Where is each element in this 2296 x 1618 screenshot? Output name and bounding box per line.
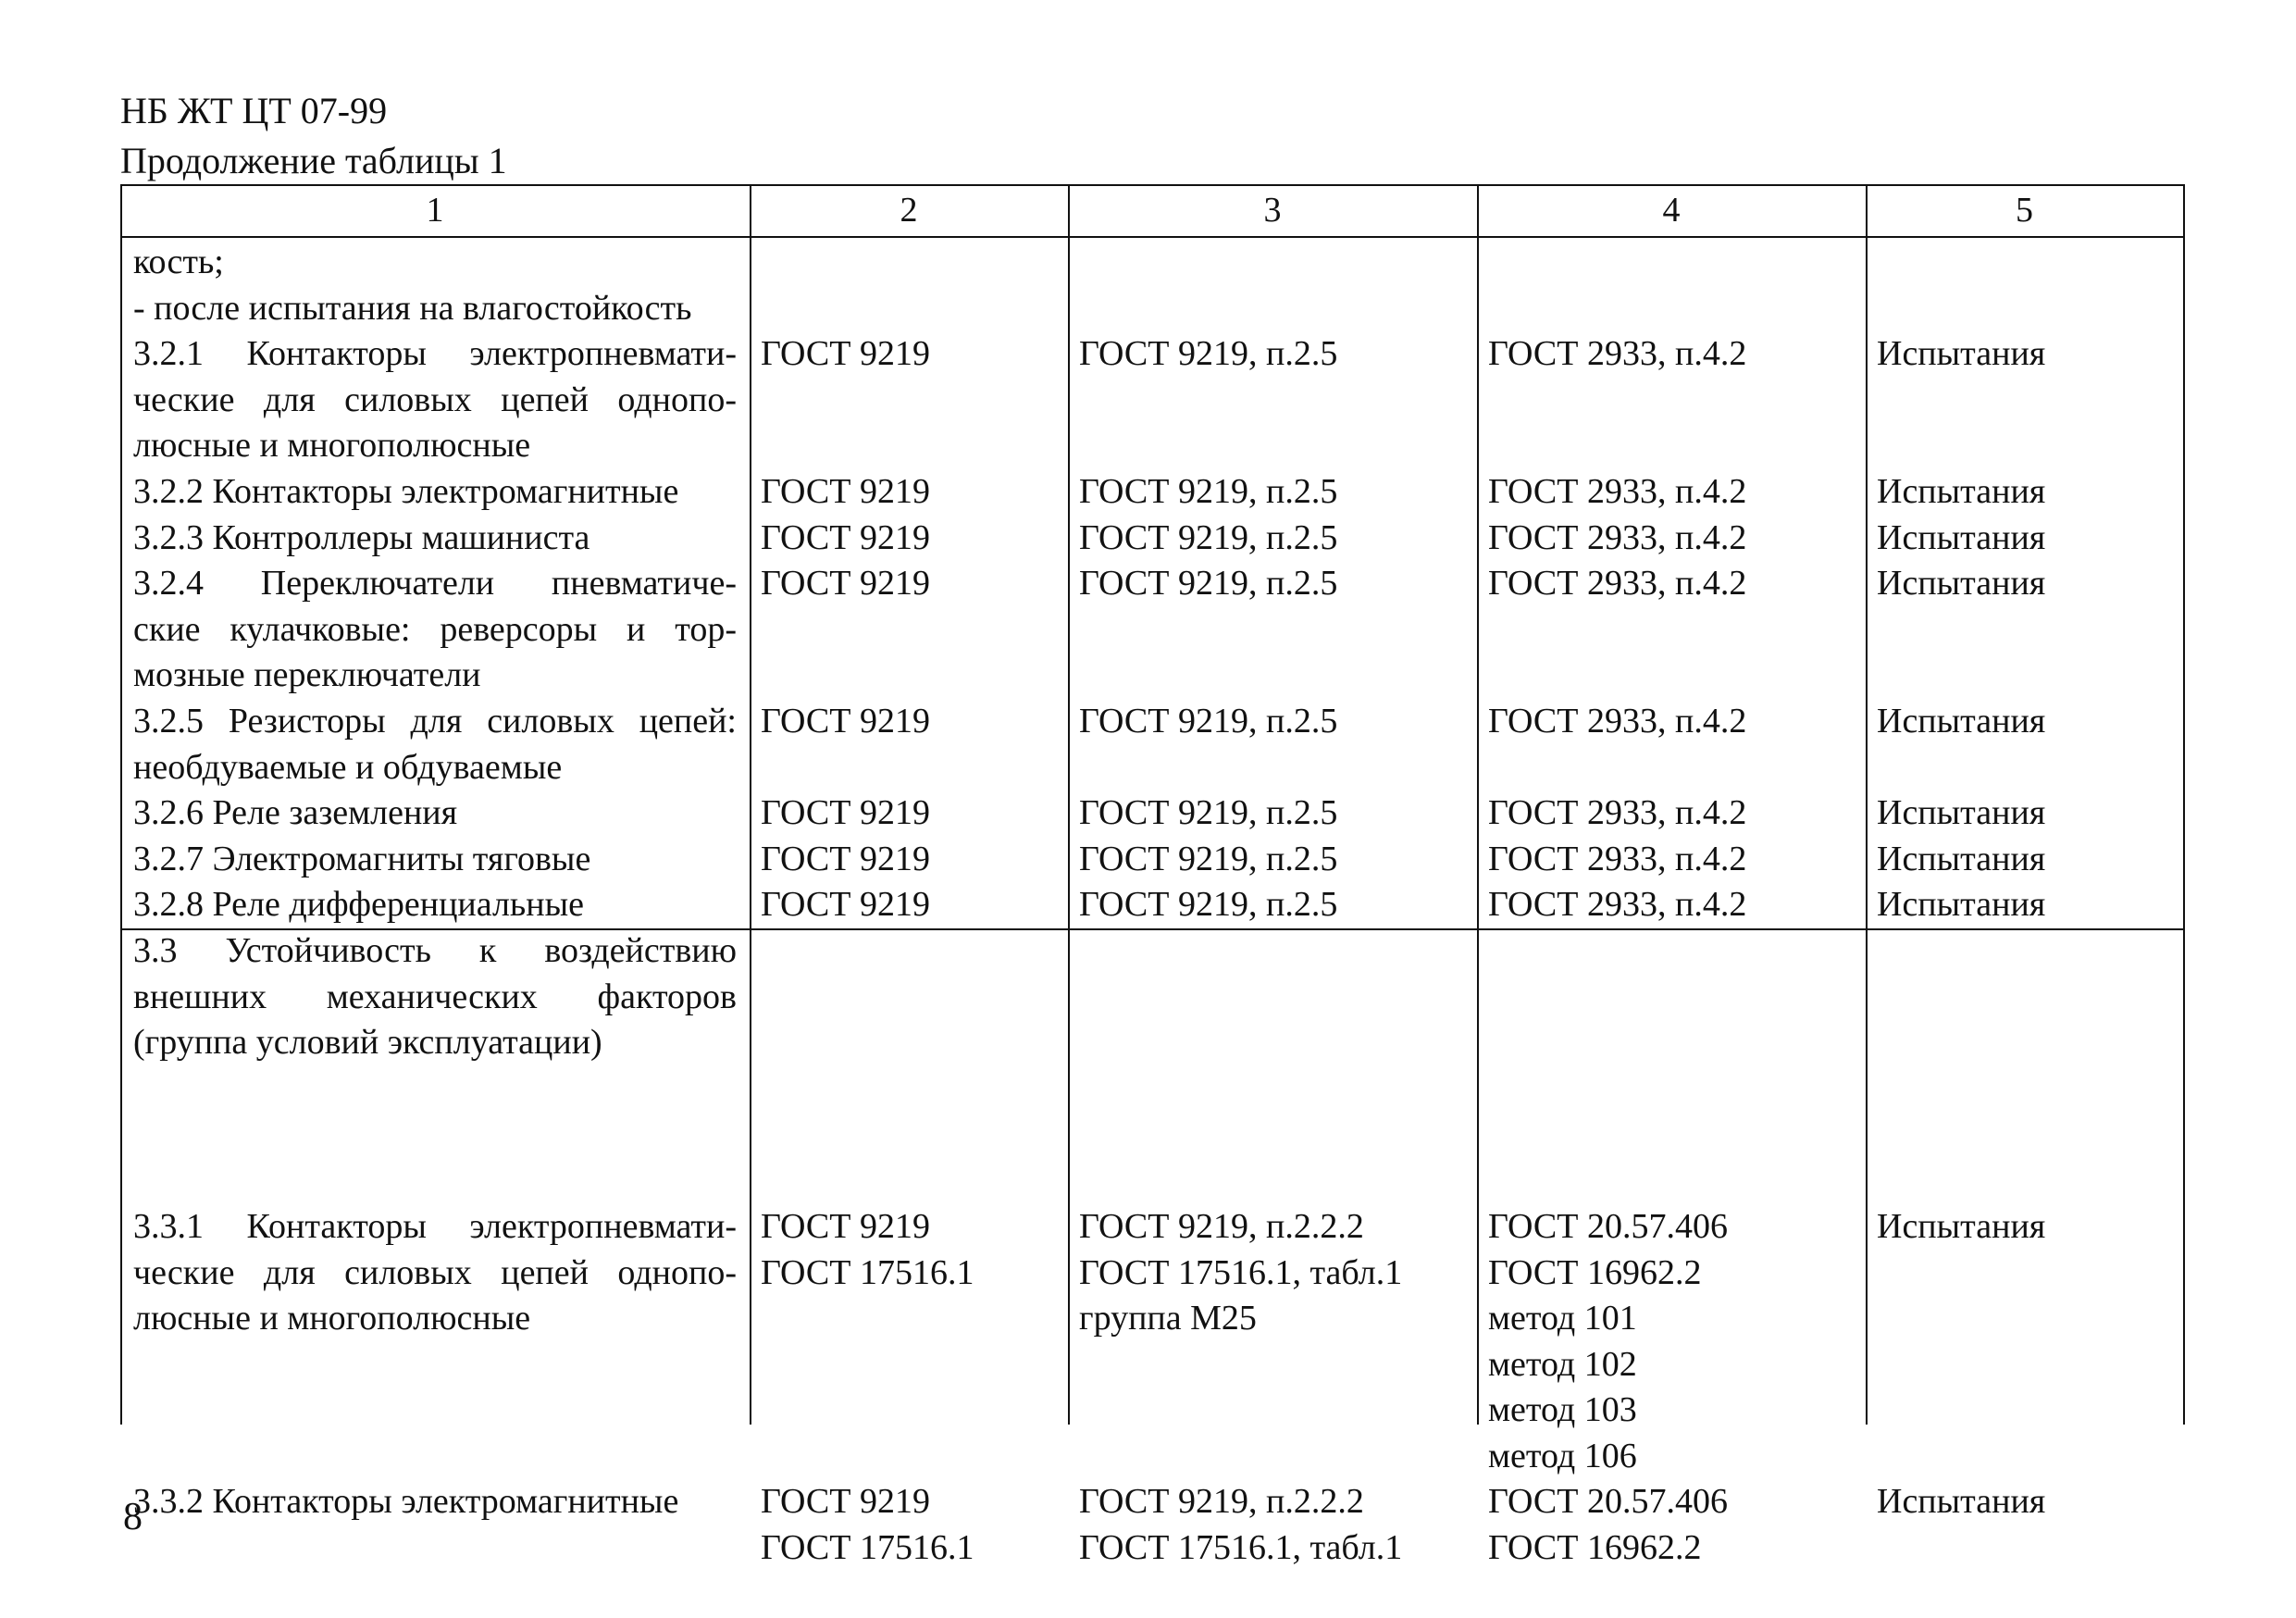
cell-line: люсные и многополюсные [133, 426, 531, 465]
column-header-1: 1 [426, 191, 444, 230]
table-cell-c2 [761, 790, 930, 837]
table-cell-c1 [133, 1479, 737, 1525]
table-cell-c1 [133, 561, 737, 699]
table-cell-c3 [1079, 561, 1337, 607]
cell-line: ГОСТ 9219, п.2.2.2 [1079, 1482, 1364, 1521]
cell-line: ГОСТ 2933, п.4.2 [1488, 840, 1747, 878]
column-divider [1866, 184, 1868, 1425]
table-cell-c5 [1877, 331, 2045, 378]
table-cell-c3 [1079, 1204, 1402, 1342]
table-cell-c5 [1877, 699, 2045, 745]
table-cell-c4 [1488, 331, 1746, 378]
cell-line: группа М25 [1079, 1299, 1257, 1338]
cell-line: ГОСТ 16962.2 [1488, 1252, 1702, 1292]
cell-line: ГОСТ 2933, п.4.2 [1488, 793, 1747, 832]
table-cell-c2 [761, 837, 930, 883]
table-cell-c5 [1877, 516, 2045, 562]
cell-line: ГОСТ 9219 [761, 840, 930, 878]
table-cell-c2 [761, 699, 930, 745]
cell-line: ГОСТ 2933, п.4.2 [1488, 518, 1747, 557]
table-cell-c1 [133, 240, 737, 286]
cell-line: 3.2.2 Контакторы электромагнитные [133, 472, 679, 511]
table-cell-c3 [1079, 516, 1337, 562]
table-cell-c4 [1488, 699, 1746, 745]
table-cell-c4 [1488, 882, 1746, 928]
cell-line: ГОСТ 17516.1, табл.1 [1079, 1252, 1403, 1292]
standards-table [120, 184, 2185, 1567]
cell-line: 3.2.5 Резисторы для силовых цепей: [133, 702, 737, 741]
table-cell-c2 [761, 516, 930, 562]
cell-line: Испытания [1877, 702, 2046, 741]
cell-line: ГОСТ 16962.2 [1488, 1527, 1702, 1567]
table-cell-c1 [133, 837, 737, 883]
table-cell-c3 [1079, 1479, 1402, 1571]
cell-line: ГОСТ 2933, п.4.2 [1488, 334, 1747, 373]
cell-line: ческие для силовых цепей однопо- [133, 1252, 737, 1292]
cell-line: ГОСТ 9219 [761, 1207, 930, 1246]
table-cell-c5 [1877, 469, 2045, 516]
cell-line: метод 102 [1488, 1344, 1637, 1384]
cell-line: ГОСТ 9219 [761, 702, 930, 741]
cell-line: ГОСТ 9219 [761, 564, 930, 603]
table-cell-c2 [761, 331, 930, 378]
column-header-2: 2 [900, 191, 918, 230]
cell-line: ГОСТ 9219, п.2.5 [1079, 518, 1338, 557]
cell-line: ГОСТ 20.57.406 [1488, 1482, 1728, 1521]
cell-line: ГОСТ 2933, п.4.2 [1488, 702, 1747, 741]
cell-line: ГОСТ 9219 [761, 472, 930, 511]
column-divider [750, 184, 751, 1425]
column-header-3: 3 [1263, 191, 1282, 230]
table-cell-c4 [1488, 561, 1746, 607]
cell-line: ГОСТ 9219, п.2.5 [1079, 885, 1338, 924]
table-cell-c4 [1488, 516, 1746, 562]
cell-line: ГОСТ 9219, п.2.5 [1079, 793, 1338, 832]
cell-line: ГОСТ 9219, п.2.5 [1079, 702, 1338, 741]
table-border-left [120, 184, 122, 1425]
cell-line: Испытания [1877, 1207, 2046, 1246]
cell-line: кость; [133, 243, 224, 281]
table-caption: Продолжение таблицы 1 [120, 140, 507, 181]
column-divider [1477, 184, 1479, 1425]
table-cell-c1 [133, 699, 737, 790]
table-cell-c3 [1079, 837, 1337, 883]
cell-line: ГОСТ 9219, п.2.5 [1079, 334, 1338, 373]
table-cell-c4 [1488, 469, 1746, 516]
cell-line: люсные и многополюсные [133, 1299, 531, 1338]
cell-line: Испытания [1877, 564, 2046, 603]
cell-line: ГОСТ 9219 [761, 518, 930, 557]
cell-line: ГОСТ 9219 [761, 885, 930, 924]
table-cell-c5 [1877, 1204, 2045, 1251]
cell-line: ГОСТ 2933, п.4.2 [1488, 564, 1747, 603]
cell-line: внешних механических факторов [133, 977, 737, 1016]
table-cell-c2 [761, 1204, 974, 1296]
cell-line: ГОСТ 9219 [761, 334, 930, 373]
table-cell-c4 [1488, 1479, 1728, 1571]
table-cell-c3 [1079, 699, 1337, 745]
cell-line: 3.2.7 Электромагниты тяговые [133, 840, 591, 878]
cell-line: метод 106 [1488, 1436, 1637, 1475]
table-cell-c5 [1877, 882, 2045, 928]
cell-line: Испытания [1877, 840, 2046, 878]
table-cell-c5 [1877, 561, 2045, 607]
table-cell-c2 [761, 882, 930, 928]
cell-line: Испытания [1877, 472, 2046, 511]
table-cell-c1 [133, 928, 737, 1066]
table-cell-c2 [761, 1479, 974, 1571]
page-number: 8 [123, 1496, 143, 1538]
cell-line: ские кулачковые: реверсоры и тор- [133, 609, 737, 649]
cell-line: ческие для силовых цепей однопо- [133, 380, 737, 419]
cell-line: - после испытания на влагостойкость [133, 289, 692, 328]
column-divider [1068, 184, 1070, 1425]
cell-line: ГОСТ 17516.1 [761, 1252, 974, 1292]
cell-line: 3.2.6 Реле заземления [133, 793, 458, 832]
document-code: НБ ЖТ ЦТ 07-99 [120, 90, 388, 131]
cell-line: Испытания [1877, 518, 2046, 557]
table-cell-c1 [133, 469, 737, 516]
header-divider [120, 236, 2185, 238]
table-cell-c5 [1877, 837, 2045, 883]
table-cell-c2 [761, 561, 930, 607]
table-cell-c3 [1079, 469, 1337, 516]
cell-line: ГОСТ 9219 [761, 793, 930, 832]
cell-line: ГОСТ 17516.1 [761, 1527, 974, 1567]
cell-line: (группа условий эксплуатации) [133, 1023, 602, 1062]
cell-line: ГОСТ 9219 [761, 1482, 930, 1521]
cell-line: 3.3.1 Контакторы электропневмати- [133, 1207, 737, 1246]
cell-line: 3.2.1 Контакторы электропневмати- [133, 334, 737, 373]
cell-line: Испытания [1877, 793, 2046, 832]
cell-line: ГОСТ 17516.1, табл.1 [1079, 1527, 1403, 1567]
cell-line: ГОСТ 2933, п.4.2 [1488, 472, 1747, 511]
cell-line: метод 101 [1488, 1299, 1637, 1338]
cell-line: ГОСТ 9219, п.2.2.2 [1079, 1207, 1364, 1246]
table-cell-c5 [1877, 1479, 2045, 1525]
cell-line: 3.2.3 Контроллеры машиниста [133, 518, 590, 557]
cell-line: ГОСТ 2933, п.4.2 [1488, 885, 1747, 924]
cell-line: ГОСТ 9219, п.2.5 [1079, 472, 1338, 511]
cell-line: Испытания [1877, 1482, 2046, 1521]
cell-line: мозные переключатели [133, 655, 481, 694]
table-cell-c3 [1079, 882, 1337, 928]
table-cell-c4 [1488, 1204, 1728, 1479]
cell-line: ГОСТ 9219, п.2.5 [1079, 564, 1338, 603]
cell-line: метод 103 [1488, 1390, 1637, 1429]
table-cell-c1 [133, 331, 737, 469]
cell-line: 3.2.8 Реле дифференциальные [133, 885, 584, 924]
cell-line: необдуваемые и обдуваемые [133, 747, 563, 787]
table-cell-c1 [133, 1204, 737, 1342]
table-cell-c5 [1877, 790, 2045, 837]
table-cell-c1 [133, 790, 737, 837]
cell-line: 3.2.4 Переключатели пневматиче- [133, 564, 737, 603]
table-cell-c1 [133, 882, 737, 928]
table-border-right [2183, 184, 2185, 1425]
cell-line: Испытания [1877, 885, 2046, 924]
table-cell-c1 [133, 516, 737, 562]
table-cell-c3 [1079, 331, 1337, 378]
cell-line: Испытания [1877, 334, 2046, 373]
cell-line: 3.3 Устойчивость к воздействию [133, 931, 737, 970]
table-cell-c4 [1488, 790, 1746, 837]
table-cell-c2 [761, 469, 930, 516]
cell-line: 3.3.2 Контакторы электромагнитные [133, 1482, 679, 1521]
column-header-4: 4 [1662, 191, 1681, 230]
cell-line: ГОСТ 20.57.406 [1488, 1207, 1728, 1246]
cell-line: ГОСТ 9219, п.2.5 [1079, 840, 1338, 878]
table-cell-c4 [1488, 837, 1746, 883]
table-cell-c1 [133, 286, 737, 332]
table-cell-c3 [1079, 790, 1337, 837]
column-header-5: 5 [2016, 191, 2033, 230]
